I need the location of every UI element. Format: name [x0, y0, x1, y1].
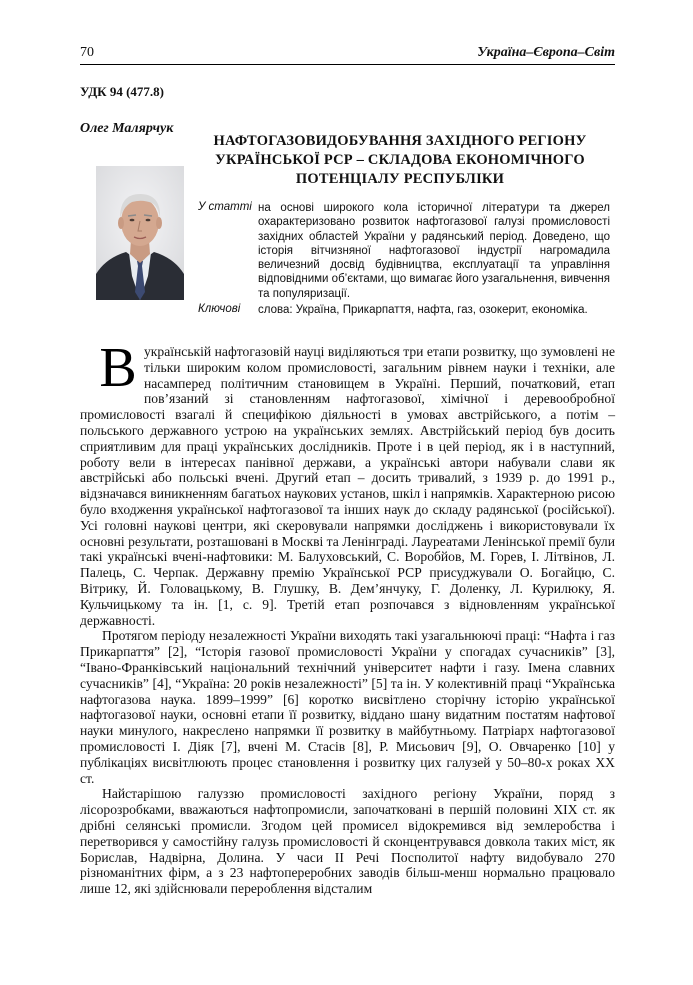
abstract-text: на основі широкого кола історичної літератури та джерел охарактеризовано розвиток нафтогазової галузі промисловості західних областей України у радянський період. Доведено, що історія вітчизняної нафтогазової індустрії нагромадила величезний досвід будівництва, експлуатації та управління відповідними об’єктами, що вимагає його узагальнення, вивчення та популяризації.	[258, 202, 610, 300]
body-paragraph-1	[80, 337, 615, 628]
drop-cap: В	[99, 337, 137, 399]
abstract-label: У статті	[198, 201, 252, 213]
article-body	[80, 337, 615, 897]
title-line-3: ПОТЕНЦІАЛУ РЕСПУБЛІКИ	[295, 171, 505, 187]
udk-code: УДК 94 (477.8)	[80, 84, 165, 99]
running-header	[80, 44, 615, 65]
body-paragraph-2: Протягом періоду незалежності України виходять такі узагальнюючі праці: “Нафта і газ Прикарпаття” [2], “Історія газової промисловості України у спогадах сучасників” [3], “Івано-Франківський національний технічний університет нафти і газу. Імена славних сучасників” [4], “Україна: 20 років незалежності” [5] та ін. У колективній праці “Українська нафтогазова наука. 1899–1999” [6] коротко висвітлено сторічну історію української нафтогазової науки, основні етапи її розвитку, віддано шану видатним постатям нафтової науки минулого, накреслено напрямки її розвитку в майбутньому. Патріарх нафтогазової промисловості І. Діяк [7], вчені М. Стасів [8], Р. Мисьович [9], О. Овчаренко [10] у публікаціях висвітлюють процес становлення і розвитку цих галузей у 50–80-х роках ХХ ст.	[80, 628, 615, 786]
page-number: 70	[80, 45, 94, 60]
title-line-1: НАФТОГАЗОВИДОБУВАННЯ ЗАХІДНОГО РЕГІОНУ	[213, 133, 587, 149]
journal-title: Україна–Європа–Світ	[477, 45, 615, 60]
article-title	[190, 132, 610, 189]
keywords-text: слова: Україна, Прикарпаття, нафта, газ, озокерит, економіка.	[258, 304, 588, 316]
keywords-label: Ключові	[198, 303, 241, 315]
title-line-2: УКРАЇНСЬКОЇ РСР – СКЛАДОВА ЕКОНОМІЧНОГО	[215, 152, 585, 168]
author-name: Олег Малярчук	[80, 121, 174, 136]
body-paragraph-3: Найстарішою галуззю промисловості західного регіону України, поряд з лісорозробками, вважаються нафтопромисли, започатковані в першій половині ХІХ ст. як дрібні селянські промисли. Згодом цей промисел відокремився від землеробства і перетворився у самостійну галузь промисловості й сконцентрувався довкола таких міст, як Борислав, Надвірна, Долина. У часи ІІ Речі Посполитої нафту видобувало 270 різноманітних фірм, а з 23 нафтопереробних заводів більш-менш нормально працювало лише 12, які здійснювали перероблення відсталим	[80, 786, 615, 897]
paragraph-1-text: українській нафтогазовій науці виділяються три етапи розвитку, що зумовлені не тільки широким колом промисловості, загальним рівнем науки і техніки, але насамперед політичним становищем в Україні. Перший, початковий, етап пов’язаний зі становленням нафтогазової, хімічної і деревообробної промисловості взагалі й специфікою діяльності в умовах австрійського, а потім – польського державного устрою на українських землях. Австрійський період був досить сприятливим для праці українських дослідників. Проте і в цей період, як і в наступний, роботу вели в інтересах панівної держави, а українські автори набували слави як австрійські або польські вчені. Другий етап – досить тривалий, з 1939 р. до 1991 р., відзначався виникненням багатьох наукових установ, шкіл і напрямків. Характерною рисою було входження української нафтогазової та інших наук до складу радянської (російської). Усі головні наукові центри, які скеровували напрямки досліджень і використовували їх основні результати, розташовані в Москві та Ленінграді. Лауреатами Ленінської премії були такі українські вчені-нафтовики: М. Балуховський, С. Воробйов, М. Горев, І. Літвінов, Л. Палець, С. Черпак. Державну премію Української РСР присуджували О. Богайцю, С. Вітрику, Й. Головацькому, В. Глушку, В. Дем’янчуку, Г. Доленку, Л. Курилюку, Я. Кульчицькому та ін. [1, с. 9]. Третій етап розпочався з відновленням української державності.	[80, 344, 615, 628]
author-photo	[96, 166, 184, 300]
